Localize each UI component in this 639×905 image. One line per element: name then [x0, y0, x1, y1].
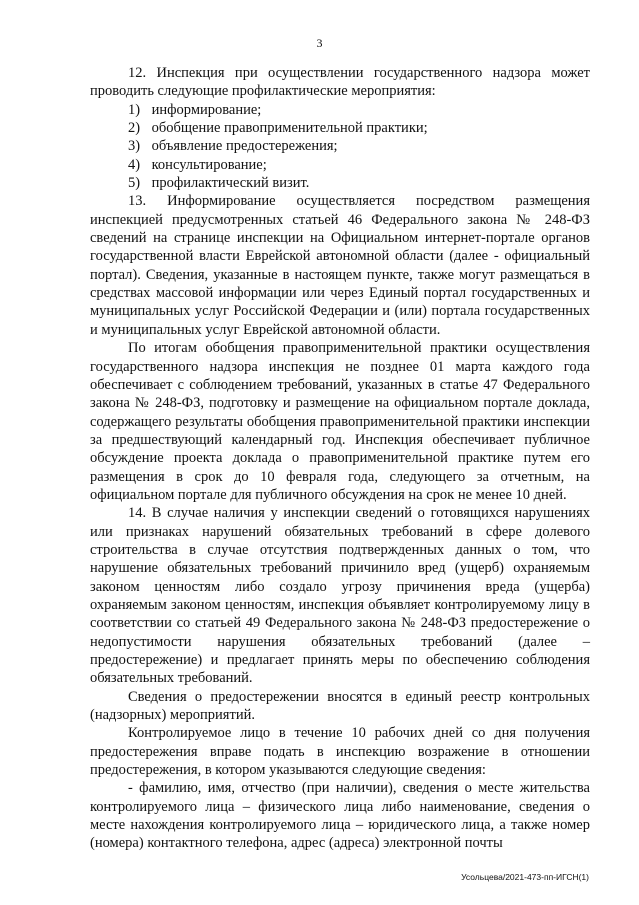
list-item-text: профилактический визит. [151, 175, 310, 192]
list-item [90, 119, 590, 137]
document-body [90, 64, 590, 853]
practice-generalization-paragraph: По итогам обобщения правоприменительной практики осуществления государственного надзора инспекция не позднее 01 марта каждого года обеспечивает с соблюдением требований, указанных в статье 47 Федерального закона № 248-ФЗ, подготовку и размещение на официальном портале доклада, содержащего результаты обобщения правоприменительной практики инспекции за предшествующий календарный год. Инспекция обеспечивает публичное обсуждение проекта доклада о правоприменительной практике путем его размещения в срок до 10 февраля года, следующего за отчетным, на официальном портале для публичного обсуждения на срок не менее 10 дней. [90, 340, 590, 503]
list-item [90, 156, 590, 174]
list-item-text: обобщение правоприменительной практики; [151, 120, 428, 137]
clause-12-paragraph: 12. Инспекция при осуществлении государственного надзора может проводить следующие профилактические мероприятия: [90, 65, 590, 100]
list-item-text: консультирование; [151, 156, 267, 173]
clause-13-paragraph: 13. Информирование осуществляется посредством размещения инспекцией предусмотренных статьей 46 Федерального закона № 248-ФЗ сведений на странице инспекции на Официальном интернет-портале органов государственной власти Еврейской автономной области (далее - официальный портал). Сведения, указанные в настоящем пункте, также могут размещаться в средствах массовой информации или через Единый портал государственных и муниципальных услуг Российской Федерации и (или) портала государственных и муниципальных услуг Еврейской автономной области. [90, 193, 590, 338]
list-item-number: 5) [128, 175, 141, 192]
list-item [90, 137, 590, 155]
list-item-text: объявление предостережения; [151, 138, 338, 155]
objection-details-paragraph: - фамилию, имя, отчество (при наличии), сведения о месте жительства контролируемого лица – физического лица либо наименование, сведения о месте нахождения контролируемого лица – юридического лица, а также номер (номера) контактного телефона, адрес (адреса) электронной почты [90, 780, 590, 852]
clause-14-paragraph: 14. В случае наличия у инспекции сведений о готовящихся нарушениях или признаках нарушений обязательных требований в сфере долевого строительства в случае отсутствия подтвержденных данных о том, что нарушение обязательных требований причинило вред (ущерб) охраняемым законом ценностям либо создало угрозу причинения вреда (ущерба) охраняемым законом ценностям, инспекция объявляет контролируемому лицу в соответствии со статьей 49 Федерального закона № 248-ФЗ предостережение о недопустимости нарушения обязательных требований (далее – предостережение) и предлагает принять меры по обеспечению соблюдения обязательных требований. [90, 505, 590, 687]
list-item [90, 174, 590, 192]
list-item-number: 3) [128, 138, 141, 155]
list-item-text: информирование; [151, 101, 262, 118]
objection-paragraph: Контролируемое лицо в течение 10 рабочих дней со дня получения предостережения вправе подать в инспекцию возражение в отношении предостережения, в котором указываются следующие сведения: [90, 725, 590, 779]
page-number: 3 [316, 36, 323, 50]
list-item-number: 4) [128, 156, 141, 173]
document-footer-id: Усольцева/2021-473-пп-ИГСН(1) [461, 872, 589, 882]
list-item-number: 2) [128, 120, 141, 137]
list-item-number: 1) [128, 101, 141, 118]
registry-paragraph: Сведения о предостережении вносятся в единый реестр контрольных (надзорных) мероприятий. [90, 688, 590, 724]
list-item [90, 101, 590, 119]
